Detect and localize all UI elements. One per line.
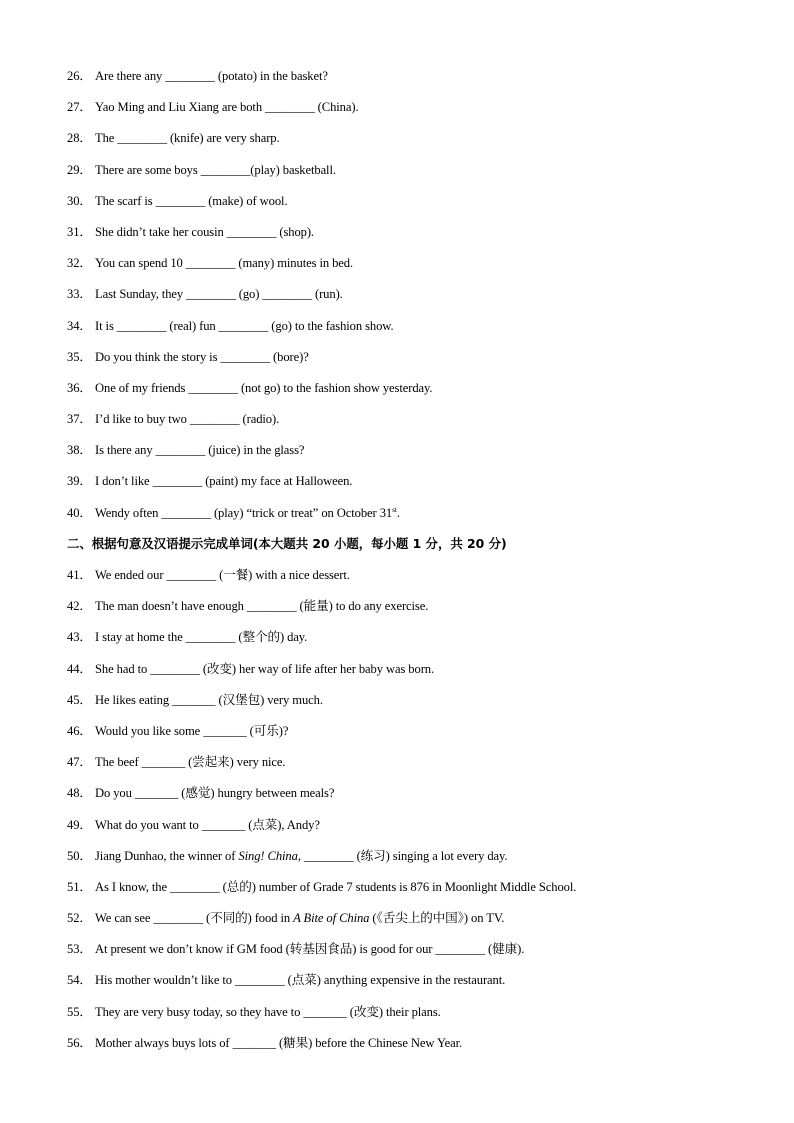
italic-title: Sing! China, (238, 848, 301, 863)
question-text: At present we don’t know if GM food (转基因食品) is good for our ________ (健康). (95, 942, 525, 957)
question-number: 38． (67, 443, 92, 458)
question-46 (67, 717, 757, 748)
question-47 (67, 748, 757, 779)
question-number: 56． (67, 1035, 92, 1050)
question-text-end: (《舌尖上的中国》) on TV. (369, 911, 505, 926)
question-48 (67, 779, 757, 810)
section-2-heading: 二、根据句意及汉语提示完成单词(本大题共 20 小题，每小题 1 分，共 20 分) (67, 535, 507, 551)
question-38 (67, 436, 757, 467)
question-text: They are very busy today, so they have to _______ (改变) their plans. (95, 1004, 441, 1019)
question-text: We can see ________ (不同的) food in (95, 911, 294, 926)
question-53 (67, 935, 757, 966)
question-36 (67, 374, 757, 405)
question-number: 41． (67, 568, 92, 582)
question-number: 37． (67, 412, 92, 427)
question-number: 26． (67, 69, 92, 83)
question-number: 49． (67, 817, 92, 832)
question-number: 30． (67, 193, 92, 208)
question-number: 52． (67, 911, 92, 926)
question-text: As I know, the ________ (总的) number of Grade 7 students is 876 in Moonlight Middle School. (95, 879, 577, 894)
question-number: 55． (67, 1004, 92, 1019)
question-34 (67, 312, 757, 343)
question-number: 44． (67, 661, 92, 676)
question-text: He likes eating _______ (汉堡包) very much. (95, 692, 323, 707)
question-45 (67, 686, 757, 717)
question-text: Is there any ________ (juice) in the glass? (95, 443, 305, 458)
question-text: The man doesn’t have enough ________ (能量) to do any exercise. (95, 599, 429, 614)
question-text: I don’t like ________ (paint) my face at Halloween. (95, 474, 353, 489)
question-number: 34． (67, 318, 92, 333)
question-37 (67, 405, 757, 436)
question-50 (67, 842, 757, 873)
question-number: 47． (67, 755, 92, 770)
question-list (67, 62, 757, 1060)
question-number: 39． (67, 474, 92, 489)
question-26 (67, 62, 757, 93)
question-text: The scarf is ________ (make) of wool. (95, 193, 288, 208)
question-56 (67, 1029, 757, 1060)
question-number: 54． (67, 973, 92, 988)
question-42 (67, 592, 757, 623)
question-number: 50． (67, 848, 92, 863)
ordinal-suffix: st (392, 504, 397, 514)
italic-title: A Bite of China (293, 911, 370, 926)
question-27 (67, 93, 757, 124)
question-text: You can spend 10 ________ (many) minutes in bed. (95, 256, 354, 271)
question-text: Do you _______ (感觉) hungry between meals? (95, 786, 335, 801)
question-text: His mother wouldn’t like to ________ (点菜) anything expensive in the restaurant. (95, 973, 506, 988)
question-number: 35． (67, 349, 92, 364)
question-32 (67, 249, 757, 280)
question-number: 45． (67, 692, 92, 707)
question-text: She had to ________ (改变) her way of life after her baby was born. (95, 661, 435, 676)
question-44 (67, 655, 757, 686)
question-text: Are there any ________ (potato) in the basket? (95, 69, 328, 83)
question-51 (67, 873, 757, 904)
question-text: Yao Ming and Liu Xiang are both ________ (China). (95, 100, 359, 115)
question-number: 29． (67, 162, 92, 177)
question-number: 43． (67, 630, 92, 645)
question-text-end: . (396, 505, 400, 520)
question-text: The ________ (knife) are very sharp. (95, 131, 280, 146)
question-number: 31． (67, 224, 92, 239)
question-54 (67, 966, 757, 997)
question-number: 40． (67, 505, 92, 520)
question-number: 51． (67, 879, 92, 894)
question-number: 48． (67, 786, 92, 801)
question-text: One of my friends ________ (not go) to the fashion show yesterday. (95, 380, 433, 395)
question-text: Would you like some _______ (可乐)? (95, 723, 289, 738)
question-number: 32． (67, 256, 92, 271)
question-35 (67, 343, 757, 374)
question-text: I’d like to buy two ________ (radio). (95, 412, 280, 427)
question-number: 36． (67, 380, 92, 395)
question-text: Mother always buys lots of _______ (糖果) before the Chinese New Year. (95, 1035, 463, 1050)
question-text: Do you think the story is ________ (bore)? (95, 349, 309, 364)
question-text: Last Sunday, they ________ (go) ________ (run). (95, 287, 343, 302)
question-55 (67, 998, 757, 1029)
question-31 (67, 218, 757, 249)
question-number: 27． (67, 100, 92, 115)
question-text: The beef _______ (尝起来) very nice. (95, 755, 286, 770)
question-text: What do you want to _______ (点菜), Andy? (95, 817, 320, 832)
question-text: It is ________ (real) fun ________ (go) to the fashion show. (95, 318, 394, 333)
question-49 (67, 811, 757, 842)
question-39 (67, 467, 757, 498)
question-text: Wendy often ________ (play) “trick or treat” on October 31 (95, 505, 393, 520)
question-40 (67, 499, 757, 530)
question-28 (67, 124, 757, 155)
question-text: We ended our ________ (一餐) with a nice dessert. (95, 568, 350, 582)
question-text: There are some boys ________(play) basketball. (95, 162, 336, 177)
question-text: She didn’t take her cousin ________ (shop). (95, 224, 314, 239)
question-number: 53． (67, 942, 92, 957)
question-number: 46． (67, 723, 92, 738)
question-text: Jiang Dunhao, the winner of (95, 848, 239, 863)
question-number: 33． (67, 287, 92, 302)
question-33 (67, 280, 757, 311)
question-30 (67, 187, 757, 218)
question-43 (67, 623, 757, 654)
question-number: 28． (67, 131, 92, 146)
question-text: I stay at home the ________ (整个的) day. (95, 630, 308, 645)
question-number: 42． (67, 599, 92, 614)
question-29 (67, 156, 757, 187)
question-52 (67, 904, 757, 935)
question-41 (67, 561, 757, 592)
question-text-end: ________ (练习) singing a lot every day. (300, 848, 508, 863)
